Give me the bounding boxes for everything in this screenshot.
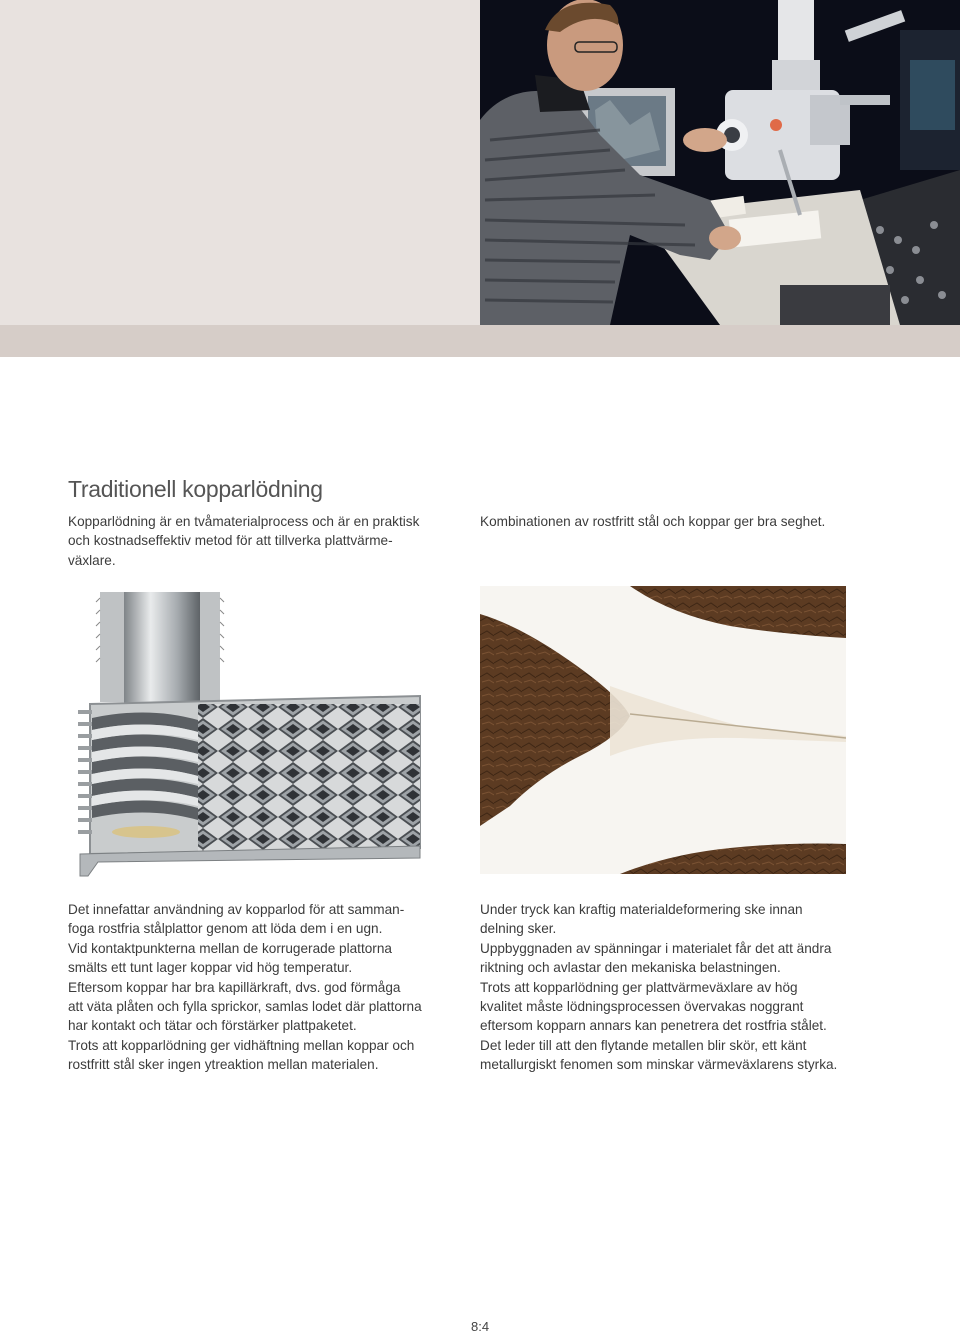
body-left-line: smälts ett tunt lager koppar vid hög temperatur. [68,960,353,976]
body-right-text [480,900,870,1075]
body-left-line: Vid kontaktpunkterna mellan de korrugerade plattorna [68,940,392,956]
intro-right-line: Kombinationen av rostfritt stål och koppar ger bra seghet. [480,514,826,529]
body-left-text [68,900,458,1075]
body-right-line: metallurgiskt fenomen som minskar värmeväxlarens styrka. [480,1057,838,1073]
heat-exchanger-cutaway-image [68,586,423,878]
intro-left-line: och kostnadseffektiv metod för att tillverka plattvärme- [68,533,393,549]
lab-microscope-photo [480,0,960,325]
section-heading: Traditionell kopparlödning [68,476,323,502]
body-right-line: Det leder till att den flytande metallen blir skör, ett känt [480,1037,807,1053]
top-beige-panel [0,0,480,325]
intro-left-text [68,512,448,570]
intro-left-line: Kopparlödning är en tvåmaterialprocess och är en praktisk [68,514,420,529]
divider-strip [0,325,960,357]
brazed-joint-micrograph [480,586,846,874]
intro-left-line: växlare. [68,552,116,568]
body-left-line: Trots att kopparlödning ger vidhäftning mellan koppar och [68,1037,415,1053]
body-right-line: Uppbyggnaden av spänningar i materialet får det att ändra [480,940,832,956]
body-right-line: kvalitet måste lödningsprocessen övervakas noggrant [480,999,804,1015]
body-left-line: Det innefattar användning av kopparlod för att samman- [68,902,405,917]
page-number: 8:4 [471,1319,490,1334]
body-right-line: delning sker. [480,921,557,937]
body-right-line: Trots att kopparlödning ger plattvärmeväxlare av hög [480,979,798,995]
body-right-line: riktning och avlastar den mekaniska belastningen. [480,960,781,976]
body-left-line: att väta plåten och fylla sprickor, samlas lodet där plattorna [68,999,422,1015]
body-right-line: eftersom kopparn annars kan penetrera det rostfria stålet. [480,1018,827,1034]
lab-photo-illustration [480,0,960,325]
intro-right-text [480,512,900,531]
body-left-line: Eftersom koppar har bra kapillärkraft, dvs. god förmåga [68,979,401,995]
body-right-line: Under tryck kan kraftig materialdeformering ske innan [480,902,803,917]
body-left-line: rostfritt stål sker ingen ytreaktion mellan materialen. [68,1057,379,1073]
body-left-line: har kontakt och tätar och förstärker plattpaketet. [68,1018,357,1034]
body-left-line: foga rostfria stålplattor genom att löda dem i en ugn. [68,921,383,937]
